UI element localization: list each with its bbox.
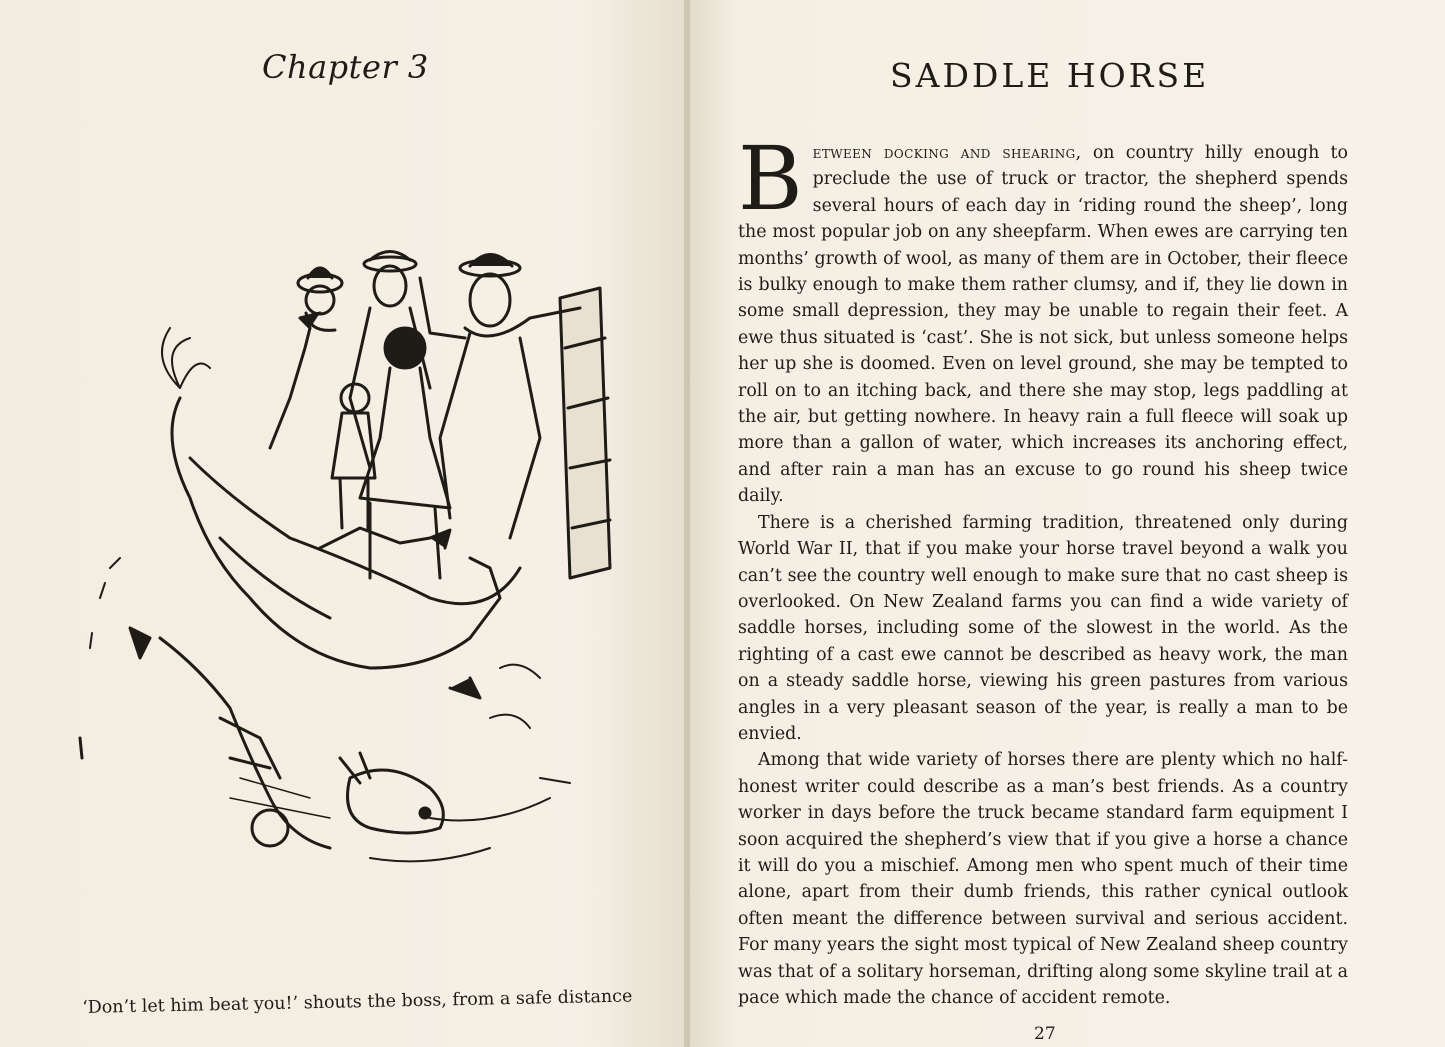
- illustration-caption: ‘Don’t let him beat you!’ shouts the boss, from a safe distance: [82, 986, 633, 1018]
- chapter-title: SADDLE HORSE: [890, 56, 1210, 95]
- paragraph-3: Among that wide variety of horses there are plenty which no half-honest writer could describe as a man’s best friends. As a country worker in days before the truck became standard farm equipment I soon acquired the shepherd’s view that if you give a horse a chance it will do you a mischief. Among men who spent much of their time alone, apart from their dumb friends, this rather cynical outlook often meant the difference between survival and serious accident. For many years the sight most typical of New Zealand sheep country was that of a solitary horseman, drifting along some skyline trail at a pace which made the chance of accident remote.: [738, 750, 1348, 1008]
- paragraph-2: There is a cherished farming tradition, threatened only during World War II, that if you make your horse travel beyond a walk you can’t see the country well enough to make sure that no cast sheep is overlooked. On New Zealand farms you can find a wide variety of saddle horses, including some of the slowest in the world. As the righting of a cast ewe cannot be described as heavy work, the man on a steady saddle horse, viewing his green pastures from various angles in a very pleasant season of the year, is really a man to be envied.: [738, 512, 1348, 744]
- left-page: [0, 0, 684, 1047]
- opening-smallcaps: etween docking and shearing,: [812, 143, 1082, 163]
- body-text: [738, 127, 1348, 1011]
- chapter-heading: Chapter 3: [262, 48, 429, 86]
- page-number: 27: [1034, 1024, 1056, 1044]
- paragraph-1: [738, 127, 1348, 510]
- horse-fall-illustration: [70, 238, 630, 878]
- paragraph-1-text: on country hilly enough to preclude the use of truck or tractor, the shepherd spends several hours of each day in ‘riding round the sheep’, long the most popular job on any sheepfarm. When ewes are carrying ten months’ growth of wool, as many of them are in October, their fleece is bulky enough to make them rather clumsy, and if, they lie down in some small depression, they may be unable to regain their feet. A ewe thus situated is ‘cast’. She is not sick, but unless someone helps her up she is doomed. Even on level ground, she may be tempted to roll on to an itching back, and there she may stop, legs paddling at the air, but getting nowhere. In heavy rain a full fleece will soak up more than a gallon of water, which increases its anchoring effect, and after rain a man has an excuse to go round his sheep twice daily.: [738, 143, 1348, 507]
- drop-cap: B: [738, 127, 803, 230]
